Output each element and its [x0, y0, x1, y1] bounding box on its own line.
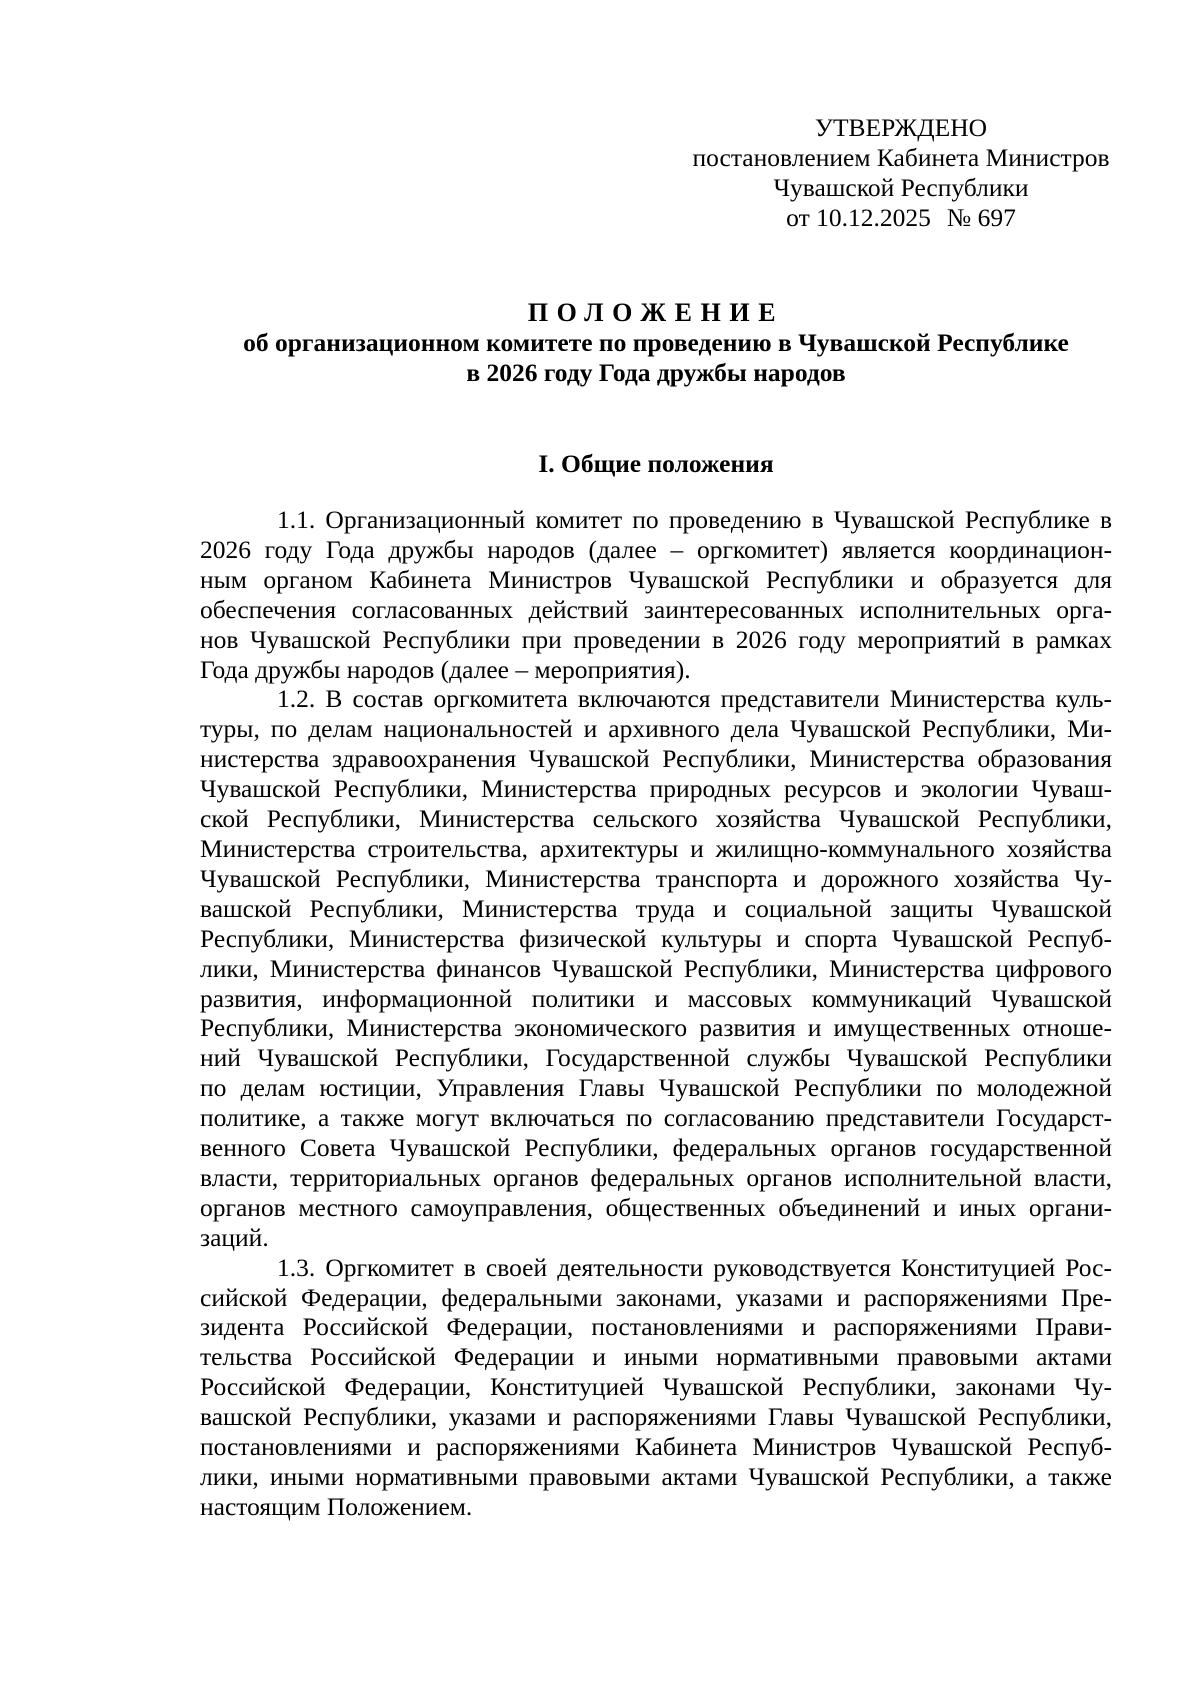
- paragraph-1-1: [200, 505, 1112, 684]
- text-line: политике, а также могут включаться по согласованию представители Государст-: [200, 1103, 1112, 1133]
- text-line: нистерства здравоохранения Чувашской Республики, Министерства образования: [200, 744, 1112, 774]
- text-line: развития, информационной политики и массовых коммуникаций Чувашской: [200, 983, 1112, 1013]
- text-line: постановлениями и распоряжениями Кабинета Министров Чувашской Респуб-: [200, 1432, 1112, 1462]
- text-line: 2026 году Года дружбы народов (далее – оргкомитет) является координацион-: [200, 534, 1112, 564]
- text-line: обеспечения согласованных действий заинтересованных исполнительных орга-: [200, 594, 1112, 624]
- approval-authority: постановлением Кабинета Министров: [692, 143, 1110, 172]
- text-line: 1.1. Организационный комитет по проведению в Чувашской Республике в: [277, 505, 1112, 534]
- body-text: [200, 505, 1112, 1522]
- text-line: тельства Российской Федерации и иными нормативными правовыми актами: [200, 1342, 1112, 1372]
- paragraph-1-3: [200, 1253, 1112, 1522]
- text-line: Республики, Министерства физической культуры и спорта Чувашской Респуб-: [200, 923, 1112, 953]
- text-line: настоящим Положением.: [200, 1491, 473, 1521]
- text-line: вашской Республики, Министерства труда и социальной защиты Чувашской: [200, 893, 1112, 923]
- section-heading: I. Общие положения: [538, 449, 774, 478]
- document-subtitle-line-2: в 2026 году Года дружбы народов: [466, 358, 846, 387]
- text-line: вашской Республики, указами и распоряжениями Главы Чувашской Республики,: [200, 1402, 1112, 1432]
- text-line: по делам юстиции, Управления Главы Чувашской Республики по молодежной: [200, 1073, 1112, 1103]
- text-line: 1.3. Оргкомитет в своей деятельности руководствуется Конституцией Рос-: [277, 1252, 1112, 1282]
- approval-date: от 10.12.2025: [786, 203, 931, 232]
- approval-stamp: УТВЕРЖДЕНО: [814, 113, 988, 142]
- document-title: ПОЛОЖЕНИЕ: [527, 298, 785, 327]
- text-line: лики, Министерства финансов Чувашской Республики, Министерства цифрового: [200, 953, 1112, 983]
- approval-block: [686, 113, 1116, 233]
- approval-republic: Чувашской Республики: [773, 173, 1029, 202]
- text-line: Года дружбы народов (далее – мероприятия).: [200, 654, 691, 684]
- text-line: ской Республики, Министерства сельского хозяйства Чувашской Республики,: [200, 804, 1112, 834]
- paragraph-1-2: [200, 684, 1112, 1252]
- text-line: зидента Российской Федерации, постановлениями и распоряжениями Прави-: [200, 1312, 1112, 1342]
- text-line: Министерства строительства, архитектуры и жилищно-коммунального хозяйства: [200, 833, 1112, 863]
- text-line: нов Чувашской Республики при проведении в 2026 году мероприятий в рамках: [200, 624, 1112, 654]
- text-line: Чувашской Республики, Министерства транспорта и дорожного хозяйства Чу-: [200, 863, 1112, 893]
- text-line: ным органом Кабинета Министров Чувашской Республики и образуется для: [200, 564, 1112, 594]
- text-line: Российской Федерации, Конституцией Чувашской Республики, законами Чу-: [200, 1372, 1112, 1402]
- text-line: туры, по делам национальностей и архивного дела Чувашской Республики, Ми-: [200, 714, 1112, 744]
- text-line: Чувашской Республики, Министерства природных ресурсов и экологии Чуваш-: [200, 774, 1112, 804]
- text-line: сийской Федерации, федеральными законами, указами и распоряжениями Пре-: [200, 1282, 1112, 1312]
- approval-date-number: [686, 203, 1116, 233]
- text-line: 1.2. В состав оргкомитета включаются представители Министерства куль-: [277, 684, 1112, 714]
- text-line: лики, иными нормативными правовыми актами Чувашской Республики, а также: [200, 1462, 1112, 1491]
- text-line: венного Совета Чувашской Республики, федеральных органов государственной: [200, 1133, 1112, 1163]
- text-line: органов местного самоуправления, общественных объединений и иных органи-: [200, 1192, 1112, 1222]
- title-block: [200, 298, 1112, 388]
- text-line: ний Чувашской Республики, Государственной службы Чувашской Республики: [200, 1043, 1112, 1073]
- text-line: власти, территориальных органов федеральных органов исполнительной власти,: [200, 1162, 1112, 1192]
- text-line: Республики, Министерства экономического развития и имущественных отноше-: [200, 1013, 1112, 1043]
- text-line: заций.: [200, 1222, 269, 1252]
- document-subtitle-line-1: об организационном комитете по проведению в Чувашской Республике: [243, 328, 1069, 357]
- approval-number: № 697: [946, 203, 1016, 232]
